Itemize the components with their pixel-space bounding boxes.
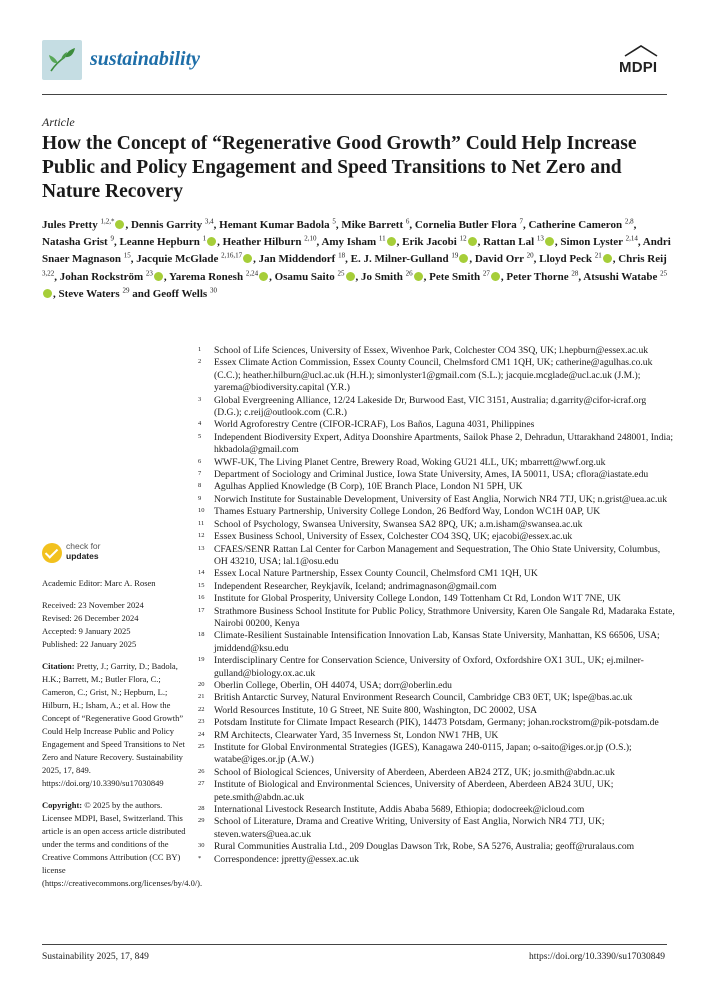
affiliation-number: 11 bbox=[198, 519, 205, 527]
author-affiliation-ref: 3,22 bbox=[42, 268, 55, 277]
citation-text: Pretty, J.; Garrity, D.; Badola, H.K.; Barrett, M.; Butler Flora, C.; Cameron, C.; Grist, N.; Hepburn, L.; Hilburn, H.; Isham, A.; et al. How the Concept of “Regenerative Good Growth” Could Help Increase Public and Policy Engagement and Speed Transitions to Net Zero and Nature Recovery. Sustainability 2025, 17, 849. https://doi.org/10.3390/su17030849 bbox=[42, 661, 185, 788]
affiliation-number: 25 bbox=[198, 743, 205, 750]
affiliation-item bbox=[198, 457, 676, 469]
orcid-icon[interactable] bbox=[603, 254, 612, 263]
article-title: How the Concept of “Regenerative Good Growth” Could Help Increase Public and Policy Engagement and Speed Transitions to Net Zero and Nature Recovery bbox=[42, 133, 637, 202]
affiliation-item bbox=[198, 581, 676, 593]
author-name bbox=[169, 268, 269, 283]
author-name-text: Lloyd Peck bbox=[539, 253, 592, 266]
copyright-text: © 2025 by the authors. Licensee MDPI, Basel, Switzerland. This article is an open access article distributed under the terms and conditions of the Creative Commons Attribution (CC BY) license (https://creativecommons.org/licenses/by/4.0/). bbox=[42, 800, 203, 888]
checkmark-icon bbox=[42, 543, 62, 563]
orcid-icon[interactable] bbox=[115, 220, 124, 229]
affiliation-item bbox=[198, 481, 676, 493]
author-affiliation-ref: 5 bbox=[332, 217, 336, 226]
affiliation-number: 18 bbox=[198, 631, 205, 639]
orcid-icon[interactable] bbox=[243, 254, 252, 263]
author-affiliation-ref: 23 bbox=[145, 268, 153, 277]
affiliation-item bbox=[198, 630, 676, 655]
affiliation-text: Institute for Global Prosperity, University College London, 149 Tottenham Ct Rd, London W1T 7NE, UK bbox=[214, 593, 621, 605]
affiliation-number: 5 bbox=[198, 432, 202, 440]
affiliation-text: Potsdam Institute for Climate Impact Research (PIK), 14473 Potsdam, Germany; johan.rockstrom@pik-potsdam.de bbox=[214, 717, 659, 729]
affiliation-number: 16 bbox=[198, 594, 205, 602]
author-name bbox=[341, 219, 409, 231]
author-name-text: Catherine Cameron bbox=[528, 219, 623, 231]
affiliation-item bbox=[198, 494, 676, 506]
affiliation-item bbox=[198, 730, 676, 742]
author-name-text: Jules Pretty bbox=[42, 219, 98, 231]
affiliation-item bbox=[198, 395, 676, 420]
footer-rule bbox=[42, 944, 667, 945]
orcid-icon[interactable] bbox=[459, 254, 468, 263]
revised-date: Revised: 26 December 2024 bbox=[42, 613, 139, 623]
affiliation-item bbox=[198, 506, 676, 518]
affiliation-number: 30 bbox=[198, 842, 205, 850]
affiliation-number: 14 bbox=[198, 569, 205, 577]
author-name-text: Heather Hilburn bbox=[222, 236, 302, 249]
affiliation-number: 9 bbox=[198, 494, 202, 502]
author-name-text: E. J. Milner-Gulland bbox=[350, 253, 449, 266]
author-affiliation-ref: 13 bbox=[536, 234, 544, 243]
author-name-text: Cornelia Butler Flora bbox=[414, 219, 517, 231]
author-name bbox=[119, 236, 217, 248]
affiliation-text: Rural Communities Australia Ltd., 209 Douglas Dawson Trk, Robe, SA 5276, Australia; geoff@ruralaus.com bbox=[214, 841, 635, 853]
author-name bbox=[274, 268, 356, 283]
affiliation-item bbox=[198, 544, 676, 569]
author-affiliation-ref: 19 bbox=[451, 251, 459, 260]
affiliation-number: 26 bbox=[198, 767, 205, 775]
author-name bbox=[402, 236, 477, 248]
affiliation-number: 10 bbox=[198, 507, 205, 515]
author-affiliation-ref: 25 bbox=[660, 268, 668, 277]
orcid-icon[interactable] bbox=[414, 272, 423, 281]
affiliation-number: 19 bbox=[198, 656, 205, 664]
affiliation-item bbox=[198, 705, 676, 717]
orcid-icon[interactable] bbox=[387, 237, 396, 246]
affiliation-text: Agulhas Applied Knowledge (B Corp), 10E Branch Place, London N1 5PH, UK bbox=[214, 481, 523, 493]
affiliation-text: School of Life Sciences, University of Essex, Wivenhoe Park, Colchester CO4 3SQ, UK; l.hepburn@essex.ac.uk bbox=[214, 345, 649, 356]
header-rule bbox=[42, 94, 667, 95]
affiliation-number: * bbox=[198, 854, 202, 862]
published-date: Published: 22 January 2025 bbox=[42, 639, 137, 649]
author-name bbox=[259, 253, 345, 265]
author-name bbox=[59, 288, 130, 300]
author-name bbox=[475, 253, 534, 265]
author-affiliation-ref: 2,24 bbox=[245, 268, 259, 277]
author-affiliation-ref: 26 bbox=[405, 268, 413, 277]
affiliation-text: School of Psychology, Swansea University, Swansea SA2 8PQ, UK; a.m.isham@swansea.ac.uk bbox=[214, 518, 583, 530]
author-affiliation-ref: 7 bbox=[519, 217, 523, 226]
author-affiliation-ref: 6 bbox=[405, 217, 410, 226]
author-affiliation-ref: 2,10 bbox=[304, 234, 317, 243]
affiliation-text: RM Architects, Clearwater Yard, 35 Inverness St, London NW1 7HB, UK bbox=[214, 729, 499, 741]
affiliation-item bbox=[198, 854, 676, 866]
author-affiliation-ref: 28 bbox=[571, 268, 579, 277]
affiliation-text: Institute of Biological and Environmental Sciences, University of Aberdeen, Aberdeen AB24 3UU, UK; pete.smith@abdn.ac.uk bbox=[214, 779, 614, 803]
author-name-text: Johan Rockström bbox=[59, 270, 144, 283]
affiliation-item bbox=[198, 804, 676, 816]
affiliation-item bbox=[198, 432, 676, 457]
author-affiliation-ref: 11 bbox=[378, 234, 386, 243]
affiliation-text: Essex Climate Action Commission, Essex County Council, Chelmsford CM1 1QH, UK; catherine@agulhas.co.uk (C.C.); heather.hilburn@ucl.ac.uk (H.H.); simonlyster1@gmail.com (S.L.); jacquie.mcglade@ucl.ac.uk (J.M.); yarema@biodiversity.capital (Y.R.) bbox=[214, 357, 653, 394]
author-name bbox=[42, 219, 125, 231]
author-affiliation-ref: 21 bbox=[594, 251, 602, 260]
author-name bbox=[351, 253, 470, 265]
author-name bbox=[528, 219, 633, 231]
affiliation-item bbox=[198, 816, 676, 841]
affiliation-text: School of Literature, Drama and Creative Writing, University of East Anglia, Norwich NR4 7TJ, UK; steven.waters@uea.ac.uk bbox=[214, 816, 605, 840]
author-name-text: Steve Waters bbox=[58, 287, 120, 300]
check-for-updates-badge[interactable] bbox=[42, 540, 186, 568]
orcid-icon[interactable] bbox=[491, 272, 500, 281]
received-date: Received: 23 November 2024 bbox=[42, 600, 144, 610]
author-affiliation-ref: 29 bbox=[122, 286, 130, 295]
author-name-text: Simon Lyster bbox=[560, 236, 623, 249]
affiliation-number: 21 bbox=[198, 693, 205, 701]
orcid-icon[interactable] bbox=[154, 272, 163, 281]
author-name-text: Osamu Saito bbox=[274, 270, 335, 283]
affiliation-item bbox=[198, 469, 676, 481]
author-name-text: Hemant Kumar Badola bbox=[219, 219, 330, 231]
orcid-icon[interactable] bbox=[43, 289, 52, 298]
author-name-text: Pete Smith bbox=[429, 270, 481, 283]
author-name bbox=[219, 219, 336, 231]
affiliation-text: Correspondence: jpretty@essex.ac.uk bbox=[214, 853, 359, 865]
affiliation-item bbox=[198, 692, 676, 704]
affiliation-number: 15 bbox=[198, 581, 205, 589]
affiliation-item bbox=[198, 519, 676, 531]
citation-label: Citation: bbox=[42, 661, 75, 671]
author-name bbox=[59, 268, 164, 283]
author-affiliation-ref: 1 bbox=[202, 234, 207, 243]
affiliation-text: Thames Estuary Partnership, University College London, 26 Bedford Way, London WC1H 0AP, UK bbox=[214, 506, 601, 518]
journal-name: sustainability bbox=[90, 48, 201, 70]
affiliation-number: 17 bbox=[198, 606, 205, 614]
copyright-label: Copyright: bbox=[42, 800, 83, 810]
affiliation-number: 12 bbox=[198, 532, 205, 540]
affiliation-number: 2 bbox=[198, 358, 202, 366]
check-line-1: check for bbox=[66, 541, 101, 551]
author-name bbox=[223, 236, 317, 248]
leaf-icon bbox=[47, 45, 77, 75]
author-name bbox=[361, 268, 424, 283]
affiliation-item bbox=[198, 717, 676, 729]
affiliation-item bbox=[198, 841, 676, 853]
journal-logo bbox=[42, 40, 82, 80]
affiliation-text: World Resources Institute, 10 G Street, NE Suite 800, Washington, DC 20002, USA bbox=[214, 704, 538, 716]
author-list: Jules Pretty $^{1,2,*}$ , Dennis Garrity $^{3,4}$, Hemant Kumar Badola $^5$, Mike Barrett $^6$, Cornelia Butler Flora $^7$, Catherine Cameron $^{2,8}$, Natasha Grist $^9$, Leanne Hepburn $^1$ , Heather Hilburn $^{2,10}$, Amy Isham $^{11}$ , Erik Jacobi $^{12}$ , Rattan Lal $^{13}$ , Simon Lyster $^{2,14}$, Andri Snaer Magnason $^{15}$, Jacquie McGlade $^{2,16,17}$ , Jan Middendorf $^{18}$, E. J. Milner-Gulland $^{19}$ , David Orr $^{20}$, Lloyd Peck $^{21}$ , Chris Reij $^{3,22}$, Johan Rockström $^{23}$ , Yarema Ronesh $^{2,24}$ , Osamu Saito $^{25}$ , Jo Smith $^{26}$ , Pete Smith $^{27}$ , Peter Thorne $^{28}$, Atsushi Watabe $^{25}$, Steve Waters $^{29}$ and Geoff Wells $^{30}$ bbox=[42, 217, 671, 300]
author-name bbox=[131, 219, 214, 231]
publisher-name: MDPI bbox=[619, 59, 658, 76]
author-name-text: Jo Smith bbox=[361, 270, 403, 283]
affiliation-item bbox=[198, 419, 676, 431]
affiliation-number: 3 bbox=[198, 395, 202, 403]
author-affiliation-ref: 27 bbox=[482, 268, 490, 277]
journal-header bbox=[42, 40, 667, 82]
author-name bbox=[506, 268, 579, 283]
affiliation-text: Essex Business School, University of Essex, Colchester CO4 3SQ, UK; ejacobi@essex.ac.uk bbox=[214, 531, 573, 543]
affiliation-number: 1 bbox=[198, 346, 202, 353]
author-name bbox=[429, 268, 501, 283]
author-affiliation-ref: 2,8 bbox=[624, 217, 634, 226]
affiliation-item bbox=[198, 531, 676, 543]
author-name-text: Geoff Wells bbox=[152, 287, 208, 300]
affiliation-number: 20 bbox=[198, 680, 205, 688]
affiliation-text: School of Biological Sciences, University of Aberdeen, Aberdeen AB24 2TZ, UK; jo.smith@abdn.ac.uk bbox=[214, 766, 615, 778]
affiliation-item bbox=[198, 680, 676, 692]
affiliation-list bbox=[198, 345, 676, 866]
author-name bbox=[321, 236, 396, 248]
author-name-text: Yarema Ronesh bbox=[169, 270, 244, 283]
author-name bbox=[539, 253, 613, 265]
affiliation-text: Global Evergreening Alliance, 12/24 Lakeside Dr, Burwood East, VIC 3151, Australia; d.garrity@cifor-icraf.org (D.G.); c.reij@outlook.com (C.R.) bbox=[214, 394, 647, 419]
author-affiliation-ref: 18 bbox=[338, 251, 346, 260]
affiliation-text: International Livestock Research Institute, Addis Ababa 5689, Ethiopia; dodocreek@icloud.com bbox=[214, 804, 585, 816]
affiliation-number: 7 bbox=[198, 470, 202, 478]
affiliation-text: WWF-UK, The Living Planet Centre, Brewery Road, Woking GU21 4LL, UK; mbarrett@wwf.org.uk bbox=[214, 456, 606, 468]
affiliation-text: Institute for Global Environmental Strategies (IGES), Kanagawa 240-0115, Japan; o-saito@iges.or.jp (O.S.); watabe@iges.or.jp (A.W.) bbox=[214, 742, 632, 766]
citation bbox=[42, 660, 186, 790]
author-affiliation-ref: 15 bbox=[123, 251, 131, 260]
author-name-text: David Orr bbox=[474, 253, 524, 266]
check-line-2: updates bbox=[66, 551, 99, 561]
footer-doi-link[interactable]: https://doi.org/10.3390/su17030849 bbox=[528, 952, 665, 962]
author-name bbox=[153, 288, 217, 300]
author-affiliation-ref: 20 bbox=[526, 251, 534, 260]
affiliation-number: 23 bbox=[198, 718, 205, 726]
orcid-icon[interactable] bbox=[259, 272, 268, 281]
footer-citation: Sustainability 2025, 17, 849 bbox=[42, 952, 149, 962]
affiliation-text: World Agroforestry Centre (CIFOR-ICRAF), Los Baños, Laguna 4031, Philippines bbox=[214, 419, 535, 431]
author-name-text: Leanne Hepburn bbox=[119, 236, 200, 249]
affiliation-item bbox=[198, 606, 676, 631]
author-name-text: Jan Middendorf bbox=[258, 253, 336, 266]
academic-editor: Academic Editor: Marc A. Rosen bbox=[42, 578, 156, 588]
author-name-text: Dennis Garrity bbox=[130, 219, 203, 231]
affiliation-text: Essex Local Nature Partnership, Essex County Council, Chelmsford CM1 1QH, UK bbox=[214, 568, 538, 580]
author-name-text: Amy Isham bbox=[321, 236, 377, 249]
affiliation-text: CFAES/SENR Rattan Lal Center for Carbon Management and Sequestration, The Ohio State University, Columbus, OH 43210, USA; lal.1@osu.edu bbox=[214, 543, 661, 567]
author-name bbox=[136, 253, 253, 265]
affiliation-item bbox=[198, 655, 676, 680]
author-affiliation-ref: 2,16,17 bbox=[221, 251, 243, 260]
affiliation-text: Interdisciplinary Centre for Conservation Science, University of Oxford, Oxfordshire OX1 3UL, UK; ej.milner-gulland@biology.ox.ac.uk bbox=[214, 655, 644, 679]
author-affiliation-ref: 30 bbox=[209, 286, 217, 295]
author-name-text: Peter Thorne bbox=[506, 270, 569, 283]
affiliation-text: Independent Biodiversity Expert, Aditya Doonshire Apartments, Sailok Phase 2, Dehradun, Uttarakhand 248001, India; hkbadola@gmail.com bbox=[214, 431, 674, 456]
affiliation-item bbox=[198, 767, 676, 779]
accepted-date: Accepted: 9 January 2025 bbox=[42, 626, 131, 636]
author-affiliation-ref: 25 bbox=[337, 268, 345, 277]
author-name-text: Erik Jacobi bbox=[402, 236, 457, 249]
affiliation-number: 13 bbox=[198, 544, 205, 552]
affiliation-text: Oberlin College, Oberlin, OH 44074, USA; dorr@oberlin.edu bbox=[214, 679, 452, 691]
affiliation-text: Department of Sociology and Criminal Justice, Iowa State University, Ames, IA 50011, USA; cflora@iastate.edu bbox=[214, 469, 649, 481]
affiliation-number: 27 bbox=[198, 780, 205, 788]
author-name bbox=[560, 236, 637, 248]
affiliation-number: 8 bbox=[198, 482, 202, 490]
affiliation-text: British Antarctic Survey, Natural Environment Research Council, Cambridge CB3 0ET, UK; lspe@bas.ac.uk bbox=[214, 692, 633, 704]
affiliation-item bbox=[198, 357, 676, 394]
author-name-text: Chris Reij bbox=[618, 253, 667, 266]
orcid-icon[interactable] bbox=[468, 237, 477, 246]
author-name-text: Natasha Grist bbox=[42, 236, 108, 249]
orcid-icon[interactable] bbox=[346, 272, 355, 281]
article-type: Article bbox=[42, 115, 75, 129]
affiliation-text: Strathmore Business School Institute for Public Policy, Strathmore University, Karen Ole Sangale Rd, Madaraka Estate, Nairobi 00200, Kenya bbox=[214, 605, 675, 629]
affiliation-item bbox=[198, 742, 676, 767]
author-name-text: Jacquie McGlade bbox=[136, 253, 219, 266]
author-affiliation-ref: 9 bbox=[110, 234, 114, 243]
orcid-icon[interactable] bbox=[207, 237, 216, 246]
author-name bbox=[483, 236, 555, 248]
affiliation-number: 4 bbox=[198, 420, 202, 428]
affiliation-item bbox=[198, 568, 676, 580]
affiliation-number: 24 bbox=[198, 730, 205, 738]
author-affiliation-ref: 1,2,* bbox=[100, 217, 115, 226]
mdpi-logo bbox=[615, 44, 667, 80]
author-name-text: Mike Barrett bbox=[341, 219, 404, 231]
author-affiliation-ref: 2,14 bbox=[625, 234, 638, 243]
affiliation-number: 28 bbox=[198, 805, 205, 813]
author-affiliation-ref: 12 bbox=[459, 234, 467, 243]
affiliation-text: Independent Researcher, Reykjavík, Iceland; andrimagnason@gmail.com bbox=[214, 580, 497, 592]
affiliation-text: Norwich Institute for Sustainable Development, University of East Anglia, Norwich NR4 7TJ, UK; n.grist@uea.ac.uk bbox=[214, 493, 667, 505]
author-name-text: Atsushi Watabe bbox=[583, 270, 658, 283]
author-name-text: Rattan Lal bbox=[483, 236, 535, 249]
affiliation-text: Climate-Resilient Sustainable Intensification Innovation Lab, Kansas State University, Manhattan, KS 66506, USA; jmiddend@ksu.edu bbox=[214, 630, 660, 654]
affiliation-item bbox=[198, 779, 676, 804]
affiliation-item bbox=[198, 593, 676, 605]
orcid-icon[interactable] bbox=[545, 237, 554, 246]
affiliation-number: 22 bbox=[198, 705, 205, 713]
affiliation-number: 6 bbox=[198, 457, 202, 465]
author-name-text: Andri Snaer Magnason bbox=[42, 236, 671, 266]
author-affiliation-ref: 3,4 bbox=[204, 217, 214, 226]
affiliation-item bbox=[198, 345, 676, 357]
affiliation-number: 29 bbox=[198, 817, 205, 825]
author-name bbox=[42, 236, 114, 248]
author-name bbox=[415, 219, 523, 231]
